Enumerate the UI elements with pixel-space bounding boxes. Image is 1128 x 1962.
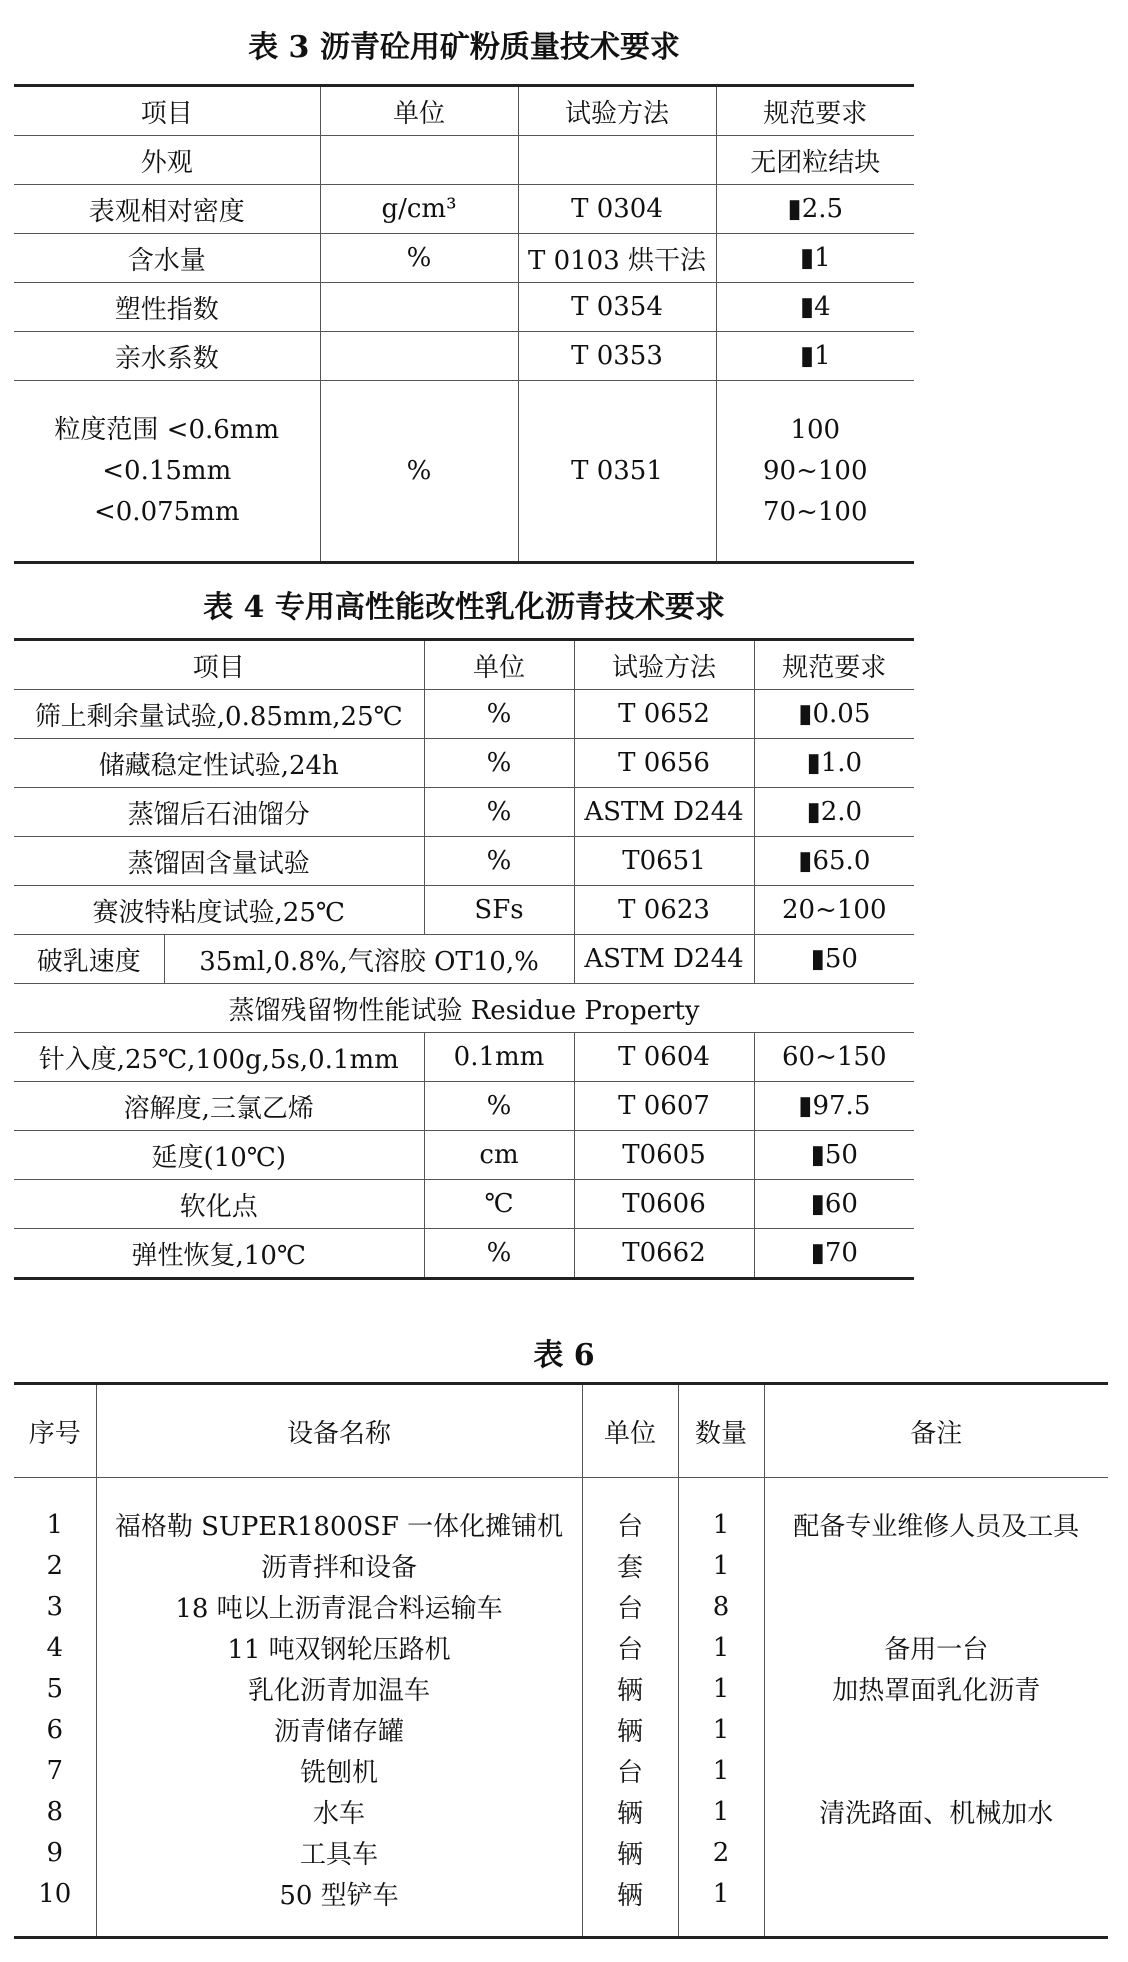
table3-cell: 塑性指数 (14, 283, 320, 332)
table6-cell: 备用一台 (764, 1627, 1108, 1668)
table6-cell: 辆 (582, 1791, 678, 1832)
table6-cell: 1 (14, 1504, 96, 1545)
table4-cell: ASTM D244 (574, 788, 754, 837)
table3-cell: T 0103 烘干法 (518, 234, 716, 283)
table4-row (14, 788, 914, 837)
table6-cell: 5 (14, 1668, 96, 1709)
particle-size-requirement (716, 381, 914, 563)
table6-cell (764, 1709, 1108, 1750)
table6-cell (764, 1832, 1108, 1873)
table4-item-cell: 延度(10℃) (14, 1131, 424, 1180)
table4-row (14, 739, 914, 788)
table6-cell: 1 (678, 1668, 764, 1709)
table4-row (14, 1131, 914, 1180)
table3-cell (320, 332, 518, 381)
table4-cell: % (424, 1082, 574, 1131)
demulsify-requirement: ▮50 (754, 935, 914, 984)
table6-header-row (14, 1384, 1108, 1478)
table6-cell: 台 (582, 1504, 678, 1545)
table6-cell: 6 (14, 1709, 96, 1750)
table6-cell: 辆 (582, 1668, 678, 1709)
table3-title: 表 3 沥青砼用矿粉质量技术要求 (248, 30, 680, 65)
table4-row (14, 1229, 914, 1279)
demulsify-detail: 35ml,0.8%,气溶胶 OT10,% (164, 935, 574, 984)
table4-title: 表 4 专用高性能改性乳化沥青技术要求 (203, 590, 725, 625)
table6-cell: 10 (14, 1873, 96, 1914)
table4-item-cell: 筛上剩余量试验,0.85mm,25℃ (14, 690, 424, 739)
table3-cell: ▮1 (716, 332, 914, 381)
table6-cell: 套 (582, 1545, 678, 1586)
table3-cell: T 0304 (518, 185, 716, 234)
table3-cell: g/cm³ (320, 185, 518, 234)
table4-cell: T 0604 (574, 1033, 754, 1082)
table6-cell: 4 (14, 1627, 96, 1668)
table6-cell: 台 (582, 1750, 678, 1791)
table3-cell (518, 136, 716, 185)
table4-row (14, 837, 914, 886)
table4-cell: T 0607 (574, 1082, 754, 1131)
table6-header-cell: 设备名称 (96, 1384, 582, 1478)
table6-cell: 8 (678, 1586, 764, 1627)
table4-cell: T 0652 (574, 690, 754, 739)
table4-cell: ▮50 (754, 1131, 914, 1180)
spacer-cell (678, 1914, 764, 1938)
table4-cell: T 0623 (574, 886, 754, 935)
table6-row (14, 1627, 1108, 1668)
table6-row (14, 1873, 1108, 1914)
table4 (14, 638, 914, 1280)
table4-demulsify-row (14, 935, 914, 984)
table3-cell: 无团粒结块 (716, 136, 914, 185)
table4-item-cell: 针入度,25℃,100g,5s,0.1mm (14, 1033, 424, 1082)
table6-cell: 1 (678, 1750, 764, 1791)
spacer-cell (96, 1478, 582, 1505)
table4-cell: ▮70 (754, 1229, 914, 1279)
table4-cell: ▮60 (754, 1180, 914, 1229)
table6-cell: 7 (14, 1750, 96, 1791)
table6-cell: 1 (678, 1545, 764, 1586)
particle-size-line: <0.15mm (102, 455, 232, 486)
table6-spacer (14, 1478, 1108, 1505)
table3-cell (320, 136, 518, 185)
table4-cell: % (424, 837, 574, 886)
table4-cell: T0605 (574, 1131, 754, 1180)
table6-cell: 福格勒 SUPER1800SF 一体化摊铺机 (96, 1504, 582, 1545)
table3-cell (320, 283, 518, 332)
table6-cell: 1 (678, 1791, 764, 1832)
table6-cell: 18 吨以上沥青混合料运输车 (96, 1586, 582, 1627)
table6-cell: 8 (14, 1791, 96, 1832)
table6-cell (764, 1545, 1108, 1586)
table4-cell: T 0656 (574, 739, 754, 788)
table6-header-cell: 备注 (764, 1384, 1108, 1478)
table6-cell (764, 1750, 1108, 1791)
table4-header-cell: 项目 (14, 640, 424, 690)
particle-size-unit: % (320, 381, 518, 563)
table3-row (14, 185, 914, 234)
table6-cell: 2 (678, 1832, 764, 1873)
table4-cell: T0651 (574, 837, 754, 886)
table3-row (14, 332, 914, 381)
table4-item-cell: 溶解度,三氯乙烯 (14, 1082, 424, 1131)
table4-row (14, 690, 914, 739)
spacer-cell (764, 1914, 1108, 1938)
table6-cell: 清洗路面、机械加水 (764, 1791, 1108, 1832)
table4-cell: ▮1.0 (754, 739, 914, 788)
table4-cell: % (424, 739, 574, 788)
table6-cell: 水车 (96, 1791, 582, 1832)
table6-row (14, 1750, 1108, 1791)
table3-cell: 外观 (14, 136, 320, 185)
table4-cell: ▮0.05 (754, 690, 914, 739)
table3-header-cell: 项目 (14, 86, 320, 136)
spacer-cell (764, 1478, 1108, 1505)
table4-cell: ▮2.0 (754, 788, 914, 837)
table4-cell: T0606 (574, 1180, 754, 1229)
table6-row (14, 1832, 1108, 1873)
table6-title: 表 6 (533, 1338, 595, 1373)
table6-row (14, 1709, 1108, 1750)
table4-header-row (14, 640, 914, 690)
table6-header-cell: 数量 (678, 1384, 764, 1478)
table6-cell: 2 (14, 1545, 96, 1586)
table3-header-cell: 规范要求 (716, 86, 914, 136)
table6-cell: 乳化沥青加温车 (96, 1668, 582, 1709)
table4-cell: % (424, 788, 574, 837)
table6-row (14, 1668, 1108, 1709)
table4-cell: ℃ (424, 1180, 574, 1229)
table3-row (14, 136, 914, 185)
table4-item-cell: 赛波特粘度试验,25℃ (14, 886, 424, 935)
particle-size-req-line: 90~100 (763, 455, 868, 486)
demulsify-method: ASTM D244 (574, 935, 754, 984)
table4-item-cell: 储藏稳定性试验,24h (14, 739, 424, 788)
table4-item-cell: 弹性恢复,10℃ (14, 1229, 424, 1279)
table6-row (14, 1504, 1108, 1545)
table4-cell: % (424, 690, 574, 739)
table6-cell: 1 (678, 1873, 764, 1914)
table6-cell: 1 (678, 1709, 764, 1750)
table6-cell: 11 吨双钢轮压路机 (96, 1627, 582, 1668)
table6-row (14, 1545, 1108, 1586)
table3-header-cell: 试验方法 (518, 86, 716, 136)
table6-cell: 1 (678, 1627, 764, 1668)
table6-cell: 沥青储存罐 (96, 1709, 582, 1750)
table6-cell (764, 1873, 1108, 1914)
table6 (14, 1382, 1108, 1939)
table6-cell: 台 (582, 1586, 678, 1627)
table3-cell: ▮4 (716, 283, 914, 332)
table4-row (14, 886, 914, 935)
table6-spacer (14, 1914, 1108, 1938)
table6-header-cell: 单位 (582, 1384, 678, 1478)
table3-cell: 亲水系数 (14, 332, 320, 381)
table6-cell: 9 (14, 1832, 96, 1873)
table6-row (14, 1791, 1108, 1832)
table6-cell: 3 (14, 1586, 96, 1627)
table3-header-row (14, 86, 914, 136)
table4-section-row (14, 984, 914, 1033)
table3-cell: % (320, 234, 518, 283)
table6-cell: 50 型铲车 (96, 1873, 582, 1914)
spacer-cell (678, 1478, 764, 1505)
table6-header-cell: 序号 (14, 1384, 96, 1478)
table4-row (14, 1033, 914, 1082)
table3-cell: ▮1 (716, 234, 914, 283)
table6-cell (764, 1586, 1108, 1627)
table6-cell: 辆 (582, 1832, 678, 1873)
table4-cell: SFs (424, 886, 574, 935)
particle-size-line: <0.075mm (93, 496, 240, 527)
table6-cell: 配备专业维修人员及工具 (764, 1504, 1108, 1545)
table4-header-cell: 单位 (424, 640, 574, 690)
particle-size-method: T 0351 (518, 381, 716, 563)
table4-cell: % (424, 1229, 574, 1279)
table6-cell: 工具车 (96, 1832, 582, 1873)
table4-item-cell: 蒸馏固含量试验 (14, 837, 424, 886)
table3-cell: ▮2.5 (716, 185, 914, 234)
residue-section-title: 蒸馏残留物性能试验 Residue Property (14, 984, 914, 1033)
table3-row (14, 283, 914, 332)
table4-cell: 60~150 (754, 1033, 914, 1082)
table4-item-cell: 蒸馏后石油馏分 (14, 788, 424, 837)
table6-cell: 辆 (582, 1873, 678, 1914)
table4-header-cell: 规范要求 (754, 640, 914, 690)
table4-item-cell: 软化点 (14, 1180, 424, 1229)
table3-row (14, 234, 914, 283)
table6-cell: 沥青拌和设备 (96, 1545, 582, 1586)
table4-cell: 0.1mm (424, 1033, 574, 1082)
demulsify-label: 破乳速度 (14, 935, 164, 984)
table4-cell: ▮65.0 (754, 837, 914, 886)
table4-row (14, 1180, 914, 1229)
table3-cell: 含水量 (14, 234, 320, 283)
table3-cell: T 0353 (518, 332, 716, 381)
spacer-cell (582, 1914, 678, 1938)
table4-cell: T0662 (574, 1229, 754, 1279)
particle-size-req-line: 70~100 (763, 496, 868, 527)
table6-cell: 铣刨机 (96, 1750, 582, 1791)
table3-particle-size-row (14, 381, 914, 563)
spacer-cell (96, 1914, 582, 1938)
table3-cell: 表观相对密度 (14, 185, 320, 234)
table6-cell: 台 (582, 1627, 678, 1668)
table3 (14, 84, 914, 564)
table4-cell: cm (424, 1131, 574, 1180)
table6-cell: 辆 (582, 1709, 678, 1750)
particle-size-line: 粒度范围 <0.6mm (54, 414, 280, 445)
table4-cell: 20~100 (754, 886, 914, 935)
table3-cell: T 0354 (518, 283, 716, 332)
table6-cell: 加热罩面乳化沥青 (764, 1668, 1108, 1709)
particle-size-item (14, 381, 320, 563)
spacer-cell (582, 1478, 678, 1505)
table6-row (14, 1586, 1108, 1627)
spacer-cell (14, 1478, 96, 1505)
table4-cell: ▮97.5 (754, 1082, 914, 1131)
table4-header-cell: 试验方法 (574, 640, 754, 690)
particle-size-req-line: 100 (790, 414, 841, 445)
table3-header-cell: 单位 (320, 86, 518, 136)
table4-row (14, 1082, 914, 1131)
spacer-cell (14, 1914, 96, 1938)
table6-cell: 1 (678, 1504, 764, 1545)
